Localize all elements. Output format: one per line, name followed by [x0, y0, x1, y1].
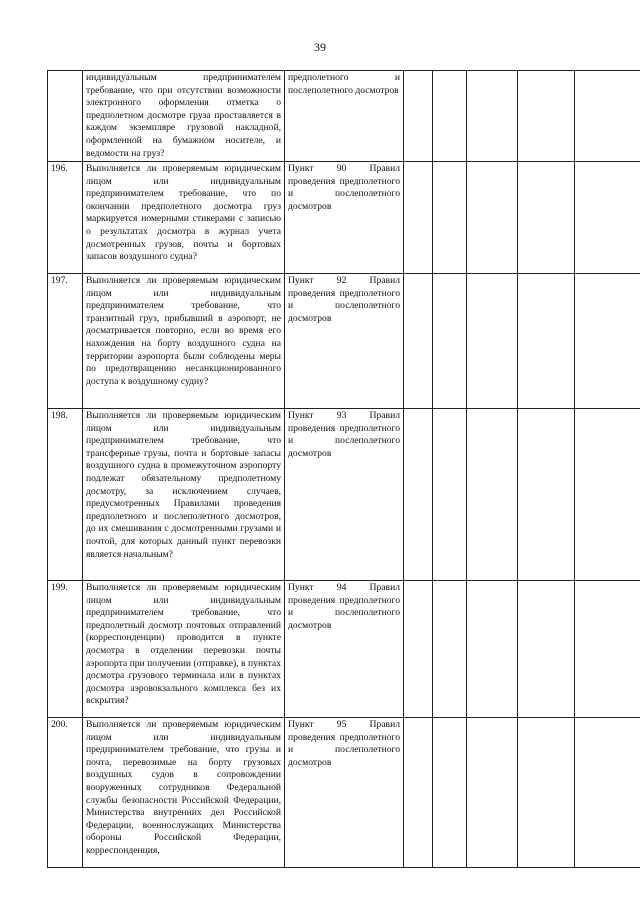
- blank-cell: [433, 274, 467, 409]
- table-row: [48, 274, 640, 409]
- blank-cell: [575, 274, 640, 409]
- blank-cell: [404, 718, 433, 868]
- blank-cell: [518, 581, 575, 718]
- requirement-text: Выполняется ли проверяемым юридическим лицом или индивидуальным предпринимателем требование, что предполетный досмотр почтовых отправлений (корреспонденции) проводится в пункте досмотра в отделении перевозки почты аэропорта при получении (отправке), в пунктах досмотра грузового терминала или в пунктах досмотра аэровокзального комплекса без их вскрытия?: [83, 581, 285, 718]
- blank-cell: [467, 409, 518, 581]
- blank-cell: [518, 71, 575, 162]
- blank-cell: [518, 162, 575, 274]
- blank-cell: [467, 162, 518, 274]
- blank-cell: [518, 409, 575, 581]
- blank-cell: [467, 718, 518, 868]
- legal-reference: Пункт 95 Правил проведения предполетного и послеполетного досмотров: [285, 718, 404, 868]
- row-number: 198.: [48, 409, 83, 581]
- row-number: 197.: [48, 274, 83, 409]
- table-row: [48, 162, 640, 274]
- page-number: 39: [314, 40, 326, 54]
- blank-cell: [404, 162, 433, 274]
- legal-reference: Пункт 90 Правил проведения предполетного и послеполетного досмотров: [285, 162, 404, 274]
- legal-reference: Пункт 94 Правил проведения предполетного и послеполетного досмотров: [285, 581, 404, 718]
- legal-reference: предполетного и послеполетного досмотров: [285, 71, 404, 162]
- blank-cell: [575, 71, 640, 162]
- blank-cell: [575, 581, 640, 718]
- blank-cell: [433, 409, 467, 581]
- blank-cell: [467, 71, 518, 162]
- row-number: 196.: [48, 162, 83, 274]
- requirement-text: Выполняется ли проверяемым юридическим лицом или индивидуальным предпринимателем требование, что трансферные грузы, почта и бортовые запасы воздушного судна в промежуточном аэропорту подлежат обязательному предполетному досмотру, за исключением случаев, предусмотренных Правилами проведения предполетного и послеполетного досмотров, до их смешивания с досмотренными грузами и почтой, для которых данный пункт перевозки является начальным?: [83, 409, 285, 581]
- blank-cell: [467, 274, 518, 409]
- requirement-text: Выполняется ли проверяемым юридическим лицом или индивидуальным предпринимателем требование, что транзитный груз, прибывший в аэропорт, не досматривается повторно, если во время его нахождения на борту воздушного судна на территории аэропорта были соблюдены меры по предотвращению несанкционированного доступа к воздушному судну?: [83, 274, 285, 409]
- blank-cell: [404, 581, 433, 718]
- table-row: [48, 409, 640, 581]
- legal-reference: Пункт 92 Правил проведения предполетного и послеполетного досмотров: [285, 274, 404, 409]
- requirement-text: индивидуальным предпринимателем требование, что при отсутствии возможности электронного оформления отметка о предполетном досмотре груза проставляется в каждом экземпляре грузовой накладной, оформленной на бумажном носителе, и ведомости на груз?: [83, 71, 285, 162]
- legal-reference: Пункт 93 Правил проведения предполетного и послеполетного досмотров: [285, 409, 404, 581]
- blank-cell: [575, 162, 640, 274]
- blank-cell: [518, 274, 575, 409]
- requirement-text: Выполняется ли проверяемым юридическим лицом или индивидуальным предпринимателем требование, что по окончании предполетного досмотра груз маркируется номерными стикерами с записью о результатах досмотра в журнал учета досмотренных грузов, почты и бортовых запасов воздушного судна?: [83, 162, 285, 274]
- row-number: 199.: [48, 581, 83, 718]
- blank-cell: [575, 718, 640, 868]
- checklist-table: [47, 70, 640, 868]
- table-row: [48, 718, 640, 868]
- blank-cell: [575, 409, 640, 581]
- blank-cell: [433, 71, 467, 162]
- blank-cell: [433, 718, 467, 868]
- blank-cell: [467, 581, 518, 718]
- blank-cell: [404, 71, 433, 162]
- blank-cell: [404, 274, 433, 409]
- table-row: [48, 71, 640, 162]
- table-row: [48, 581, 640, 718]
- row-number: 200.: [48, 718, 83, 868]
- blank-cell: [404, 409, 433, 581]
- row-number: [48, 71, 83, 162]
- blank-cell: [518, 718, 575, 868]
- requirement-text: Выполняется ли проверяемым юридическим лицом или индивидуальным предпринимателем требование, что грузы и почта, перевозимые на борту грузовых воздушных судов в сопровождении вооруженных сотрудников Федеральной службы безопасности Российской Федерации, Министерства внутренних дел Российской Федерации, военнослужащих Министерства обороны Российской Федерации, корреспонденция,: [83, 718, 285, 868]
- blank-cell: [433, 581, 467, 718]
- blank-cell: [433, 162, 467, 274]
